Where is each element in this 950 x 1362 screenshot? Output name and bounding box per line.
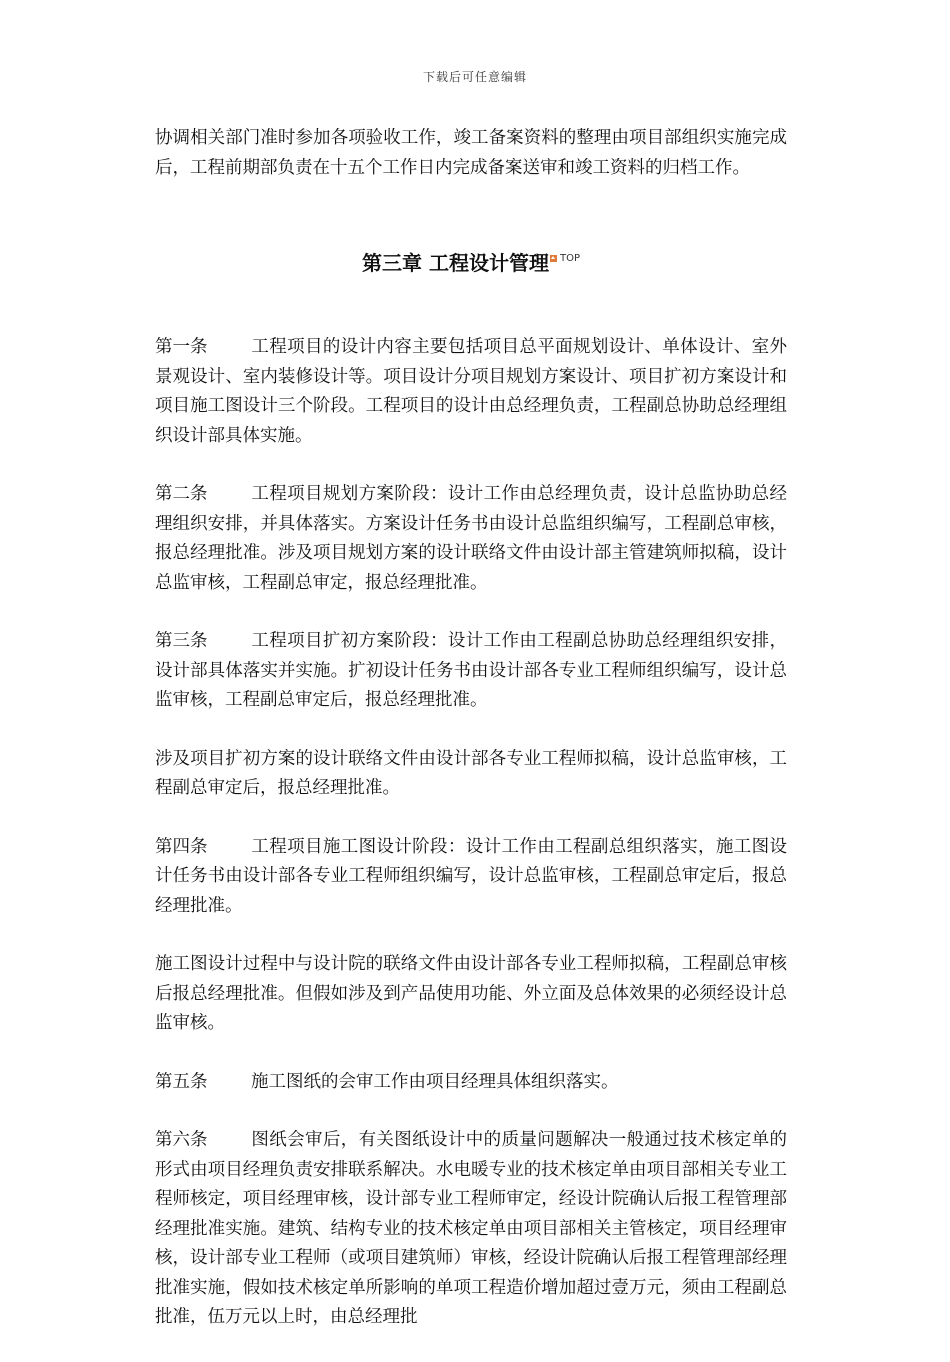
article-text: 图纸会审后，有关图纸设计中的质量问题解决一般通过技术核定单的形式由项目经理负责安排联系解决。水电暖专业的技术核定单由项目部相关专业工程师核定，项目经理审核，设计部专业工程师审定，经设计院确认后报工程管理部经理批准实施。建筑、结构专业的技术核定单由项目部相关主管核定，项目经理审核，设计部专业工程师（或项目建筑师）审核，经设计院确认后报工程管理部经理批准实施，假如技术核定单所影响的单项工程造价增加超过壹万元，须由工程副总批准，伍万元以上时，由总经理批	[155, 1130, 787, 1327]
article-label: 第五条	[155, 1071, 208, 1092]
article-paragraph	[155, 627, 787, 716]
top-label: TOP	[559, 253, 580, 265]
article-text: 施工图纸的会审工作由项目经理具体组织落实。	[251, 1071, 619, 1092]
article-paragraph	[155, 1126, 787, 1333]
article-paragraph	[155, 480, 787, 598]
article-text: 工程项目的设计内容主要包括项目总平面规划设计、单体设计、室外景观设计、室内装修设计等。项目设计分项目规划方案设计、项目扩初方案设计和项目施工图设计三个阶段。工程项目的设计由总经理负责，工程副总协助总经理组织设计部具体实施。	[155, 337, 787, 446]
article-paragraph	[155, 833, 787, 922]
intro-paragraph: 协调相关部门准时参加各项验收工作，竣工备案资料的整理由项目部组织实施完成后，工程前期部负责在十五个工作日内完成备案送审和竣工资料的归档工作。	[155, 128, 787, 178]
header-note: 下载后可任意编辑	[422, 70, 527, 84]
article-label: 第四条	[155, 836, 208, 857]
chapter-title: 第三章 工程设计管理	[362, 251, 549, 275]
article-paragraph	[155, 1068, 787, 1098]
article-text: 涉及项目扩初方案的设计联络文件由设计部各专业工程师拟稿，设计总监审核，工程副总审定后，报总经理批准。	[155, 748, 787, 798]
article-paragraph	[155, 950, 787, 1039]
article-label: 第六条	[155, 1130, 208, 1150]
chapter-heading	[155, 247, 787, 276]
article-text: 施工图设计过程中与设计院的联络文件由设计部各专业工程师拟稿，工程副总审核后报总经理批准。但假如涉及到产品使用功能、外立面及总体效果的必须经设计总监审核。	[155, 954, 787, 1033]
article-label: 第二条	[155, 484, 208, 504]
article-paragraph	[155, 745, 787, 804]
article-text: 工程项目施工图设计阶段：设计工作由工程副总组织落实，施工图设计任务书由设计部各专业工程师组织编写，设计总监审核，工程副总审定后，报总经理批准。	[155, 836, 787, 916]
article-label: 第三条	[155, 631, 208, 651]
article-paragraph	[155, 333, 787, 451]
article-text: 工程项目扩初方案阶段：设计工作由工程副总协助总经理组织安排，设计部具体落实并实施。扩初设计任务书由设计部各专业工程师组织编写，设计总监审核，工程副总审定后，报总经理批准。	[155, 631, 787, 710]
article-text: 工程项目规划方案阶段：设计工作由总经理负责，设计总监协助总经理组织安排，并具体落实。方案设计任务书由设计总监组织编写，工程副总审核，报总经理批准。涉及项目规划方案的设计联络文件由设计部主管建筑师拟稿，设计总监审核，工程副总审定，报总经理批准。	[155, 484, 787, 593]
document-body	[155, 124, 787, 1362]
up-arrow-icon	[550, 255, 557, 262]
article-label: 第一条	[155, 337, 208, 357]
top-link[interactable]	[550, 253, 580, 264]
